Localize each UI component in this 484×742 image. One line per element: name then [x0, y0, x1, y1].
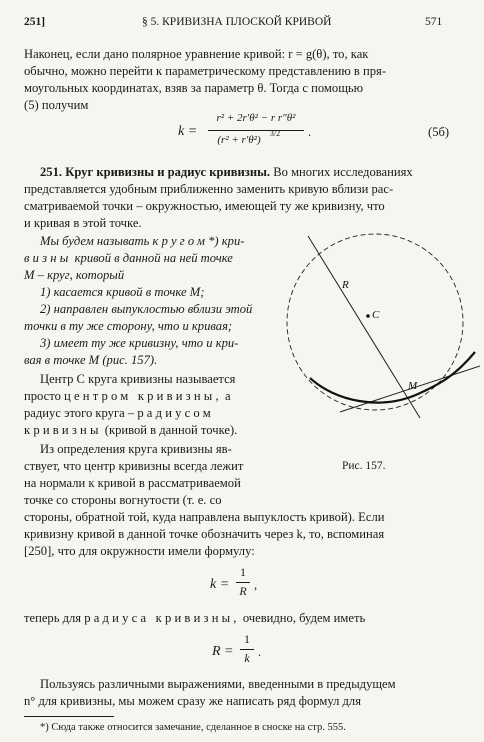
- center-line-1: Центр C круга кривизны называется: [40, 372, 236, 386]
- section-line-2: представляется удобным приближенно заменить кривую вблизи рас-: [24, 182, 394, 196]
- formula-k-lhs: k =: [210, 577, 230, 592]
- def-item-1: 1) касается кривой в точке M;: [40, 285, 205, 299]
- radius-line-a: теперь для: [24, 611, 82, 625]
- footnote-rule: [24, 716, 114, 717]
- def-term-circle: кругом: [152, 234, 209, 248]
- center-line-4b: (кривой в данной точке).: [104, 423, 238, 437]
- term-curvature: кривизны: [24, 423, 102, 437]
- section-title-line: [40, 164, 413, 181]
- page-section-ref: 251]: [24, 16, 46, 28]
- def-line-1: [40, 233, 244, 250]
- radius-line: [24, 610, 365, 627]
- section-line-4: и кривая в этой точке.: [24, 216, 142, 230]
- closing-line-1: Пользуясь различными выражениями, введенными в предыдущем: [40, 677, 396, 691]
- def-item-2b: точки в ту же сторону, что и кривая;: [24, 319, 233, 333]
- formula-R-lhs: R =: [212, 644, 234, 659]
- def2-line-3: на нормали к кривой в рассматриваемой: [24, 476, 241, 490]
- closing-line-2: n° для кривизны, мы можем сразу же написать ряд формул для: [24, 694, 361, 708]
- formula-5b-numerator: r² + 2r′θ² − r r″θ²: [216, 112, 296, 124]
- center-line-2: [24, 388, 231, 405]
- label-C: C: [372, 309, 380, 321]
- center-line-2a: просто: [24, 389, 61, 403]
- def-line-2b: кривой в данной на ней точке: [74, 251, 233, 265]
- formula-5b-dot: .: [308, 125, 312, 139]
- section-line-1-rest: Во многих исследованиях: [273, 165, 413, 179]
- formula-k-denominator: R: [239, 584, 247, 598]
- formula-5b-fraction-bar: [208, 130, 304, 131]
- term-radius: радиусом: [137, 406, 214, 420]
- def-line-1a: Мы будем называть: [40, 234, 150, 248]
- formula-5b-tag: (5б): [428, 125, 450, 139]
- intro-line-2: обычно, можно перейти к параметрическому представлению в пря-: [24, 64, 387, 78]
- formula-5b-lhs: k =: [178, 124, 198, 139]
- section-title: Круг кривизны и радиус кривизны.: [65, 165, 271, 179]
- intro-line-4: (5) получим: [24, 98, 89, 112]
- def2-line-4: точке со стороны вогнутости (т. е. со: [24, 493, 222, 507]
- formula-R: [212, 632, 282, 672]
- intro-line-1: Наконец, если дано полярное уравнение кривой: r = g(θ), то, как: [24, 47, 369, 61]
- center-line-3a: радиус этого круга –: [24, 406, 135, 420]
- def2-line-1: Из определения круга кривизны яв-: [40, 442, 232, 456]
- center-point: [366, 314, 370, 318]
- center-line-3: [24, 405, 214, 422]
- def-item-3b: вая в точке M (рис. 157).: [24, 353, 158, 367]
- footnote: *) Сюда также относится замечание, сделанное в сноске на стр. 555.: [40, 722, 346, 733]
- figure-caption: Рис. 157.: [342, 460, 386, 472]
- def2-line-7: [250], что для окружности имели формулу:: [24, 544, 255, 558]
- radius-line-c: очевидно, будем иметь: [242, 611, 366, 625]
- formula-5b-denominator: (r² + r′θ²): [217, 134, 261, 146]
- def2-line-2: ствует, что центр кривизны всегда лежит: [24, 459, 244, 473]
- formula-k-numerator: 1: [240, 565, 246, 579]
- center-line-2c: а: [224, 389, 231, 403]
- def2-line-6: кривизну кривой в данной точке обозначить через k, то, вспоминая: [24, 527, 385, 541]
- def2-line-5: стороны, обратной той, куда направлена выпуклость кривой). Если: [24, 510, 385, 524]
- formula-5b: [178, 112, 318, 154]
- term-center-of-curvature: центром кривизны,: [64, 389, 222, 403]
- formula-R-fraction-bar: [240, 649, 254, 650]
- formula-k-fraction-bar: [236, 582, 250, 583]
- formula-R-numerator: 1: [244, 632, 250, 646]
- def-item-3a: 3) имеет ту же кривизну, что и кри-: [40, 336, 239, 350]
- formula-k: [210, 565, 280, 605]
- page-number: 571: [425, 16, 443, 28]
- section-line-3: сматриваемой точки – окружностью, имеющей ту же кривизну, что: [24, 199, 385, 213]
- label-R: R: [342, 279, 349, 291]
- def-item-2a: 2) направлен выпуклостью вблизи этой: [40, 302, 253, 316]
- normal-line: [308, 236, 420, 418]
- figure-157: [280, 226, 480, 450]
- label-M: M: [408, 380, 418, 392]
- def-term-curvature: визны: [24, 251, 72, 265]
- formula-5b-den-exponent: 3/2: [269, 129, 281, 138]
- center-line-4: [24, 422, 237, 439]
- formula-R-punct: .: [258, 645, 262, 659]
- intro-line-3: моугольных координатах, взяв за параметр θ. Тогда с помощью: [24, 81, 364, 95]
- def-line-1c: *) кри-: [208, 234, 245, 248]
- formula-k-punct: ,: [254, 578, 258, 592]
- section-number: 251.: [40, 165, 63, 179]
- def-line-2: [24, 250, 233, 267]
- term-radius-of-curvature: радиуса кривизны,: [84, 611, 240, 625]
- running-header: § 5. КРИВИЗНА ПЛОСКОЙ КРИВОЙ: [142, 16, 332, 28]
- def-line-3: M – круг, который: [24, 268, 125, 282]
- formula-R-denominator: k: [244, 651, 250, 665]
